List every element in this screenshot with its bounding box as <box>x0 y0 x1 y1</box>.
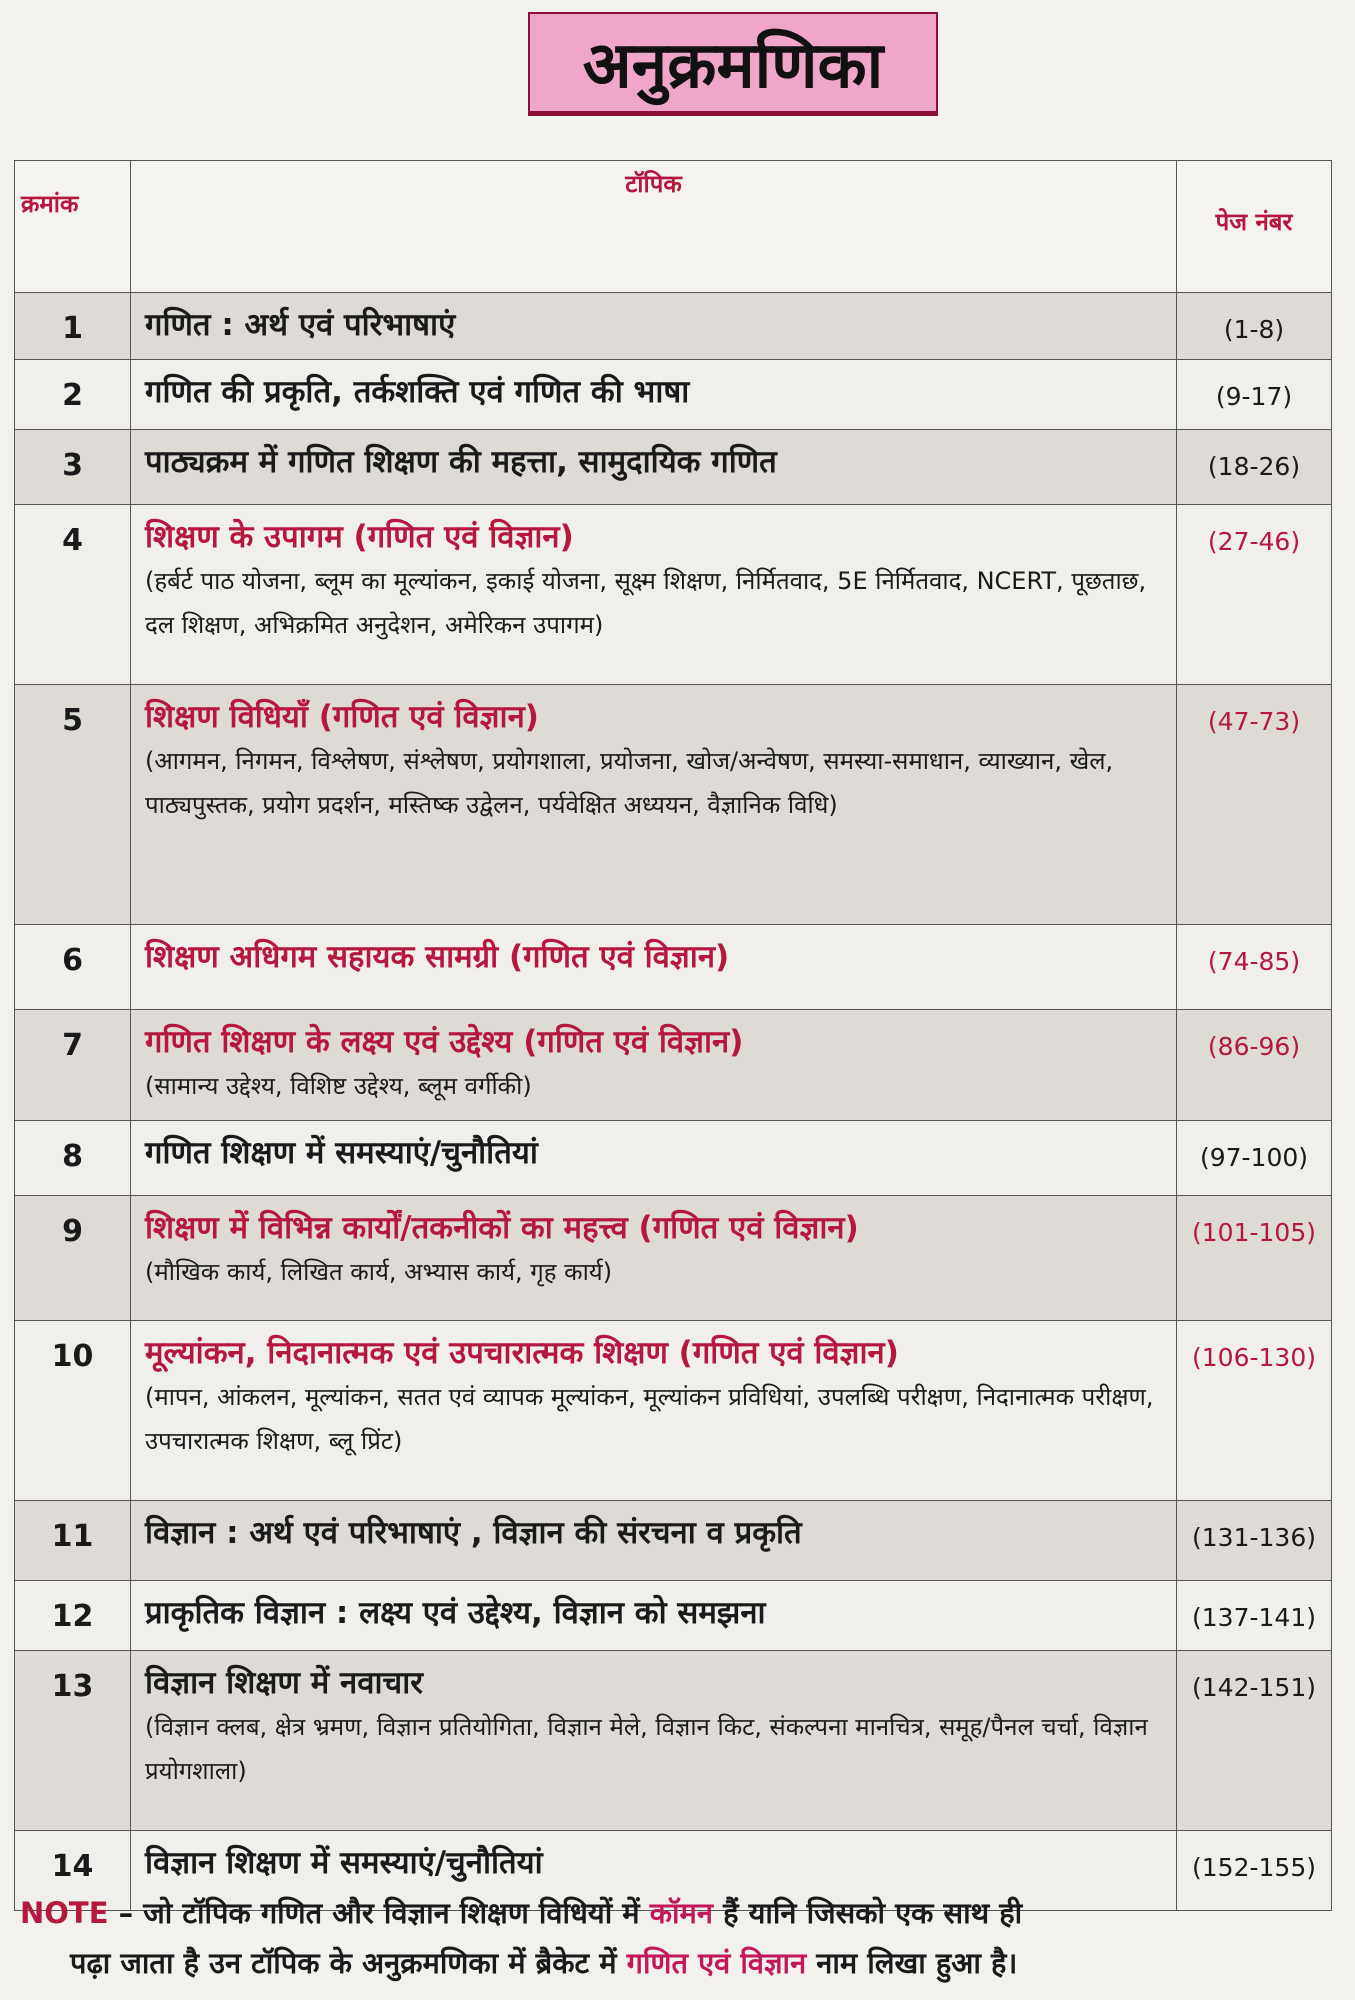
note-dash: – <box>108 1896 144 1930</box>
topic-title: मूल्यांकन, निदानात्मक एवं उपचारात्मक शिक्षण (गणित एवं विज्ञान) <box>145 1335 899 1371</box>
row-number: 5 <box>15 685 131 925</box>
header-topic: टॉपिक <box>131 161 1177 293</box>
table-row <box>15 1651 1332 1831</box>
table-row <box>15 1121 1332 1196</box>
note-text: पढ़ा जाता है उन टॉपिक के अनुक्रमणिका में ब्रैकेट में <box>70 1946 627 1980</box>
page-range: (18-26) <box>1177 430 1332 505</box>
topic-title: गणित शिक्षण में समस्याएं/चुनौतियां <box>145 1135 538 1171</box>
row-number: 6 <box>15 925 131 1010</box>
row-number: 2 <box>15 360 131 430</box>
table-row <box>15 1501 1332 1581</box>
note-common: कॉमन <box>649 1896 713 1930</box>
topic-title: गणित : अर्थ एवं परिभाषाएं <box>145 307 456 343</box>
row-number: 10 <box>15 1321 131 1501</box>
row-number: 11 <box>15 1501 131 1581</box>
row-topic <box>131 360 1177 430</box>
topic-title: विज्ञान : अर्थ एवं परिभाषाएं , विज्ञान की संरचना व प्रकृति <box>145 1515 802 1551</box>
row-number: 7 <box>15 1010 131 1121</box>
row-topic <box>131 505 1177 685</box>
table-row <box>15 1321 1332 1501</box>
page-range: (97-100) <box>1177 1121 1332 1196</box>
table-row <box>15 925 1332 1010</box>
row-number: 14 <box>15 1831 131 1911</box>
note-subjects: गणित एवं विज्ञान <box>626 1946 807 1980</box>
note-text: हैं यानि जिसको एक साथ ही <box>712 1896 1023 1930</box>
row-topic <box>131 1121 1177 1196</box>
row-number: 1 <box>15 293 131 360</box>
table-row <box>15 293 1332 360</box>
row-topic <box>131 293 1177 360</box>
row-topic <box>131 1651 1177 1831</box>
topic-subtopics: (सामान्य उद्देश्य, विशिष्ट उद्देश्य, ब्लूम वर्गीकी) <box>145 1072 532 1100</box>
page-range: (142-151) <box>1177 1651 1332 1831</box>
row-number: 13 <box>15 1651 131 1831</box>
row-number: 4 <box>15 505 131 685</box>
table-row <box>15 1196 1332 1321</box>
row-topic <box>131 1010 1177 1121</box>
page-range: (101-105) <box>1177 1196 1332 1321</box>
topic-subtopics: (विज्ञान क्लब, क्षेत्र भ्रमण, विज्ञान प्रतियोगिता, विज्ञान मेले, विज्ञान किट, संकल्पना मानचित्र, समूह/पैनल चर्चा, विज्ञान प्रयोगशाला) <box>145 1713 1148 1785</box>
header-serial: क्रमांक <box>15 161 131 293</box>
row-topic <box>131 430 1177 505</box>
page-range: (1-8) <box>1177 293 1332 360</box>
row-number: 12 <box>15 1581 131 1651</box>
topic-subtopics: (मौखिक कार्य, लिखित कार्य, अभ्यास कार्य, गृह कार्य) <box>145 1258 613 1286</box>
page-range: (86-96) <box>1177 1010 1332 1121</box>
page-range: (27-46) <box>1177 505 1332 685</box>
page-range: (74-85) <box>1177 925 1332 1010</box>
row-topic <box>131 685 1177 925</box>
row-number: 9 <box>15 1196 131 1321</box>
topic-title: प्राकृतिक विज्ञान : लक्ष्य एवं उद्देश्य, विज्ञान को समझना <box>145 1595 766 1631</box>
topic-title: विज्ञान शिक्षण में समस्याएं/चुनौतियां <box>145 1845 543 1881</box>
topic-title: शिक्षण अधिगम सहायक सामग्री (गणित एवं विज्ञान) <box>145 939 730 975</box>
contents-table <box>14 160 1332 1911</box>
topic-title: शिक्षण के उपागम (गणित एवं विज्ञान) <box>145 519 574 555</box>
row-number: 8 <box>15 1121 131 1196</box>
table-row <box>15 1581 1332 1651</box>
table-header <box>15 161 1332 293</box>
topic-subtopics: (आगमन, निगमन, विश्लेषण, संश्लेषण, प्रयोगशाला, प्रयोजना, खोज/अन्वेषण, समस्या-समाधान, व्याख्यान, खेल, पाठ्यपुस्तक, प्रयोग प्रदर्शन, मस्तिष्क उद्वेलन, पर्यवेक्षित अध्ययन, वैज्ञानिक विधि) <box>145 747 1114 819</box>
table-row <box>15 685 1332 925</box>
note <box>20 1888 1320 1988</box>
row-topic <box>131 1501 1177 1581</box>
topic-subtopics: (मापन, आंकलन, मूल्यांकन, सतत एवं व्यापक मूल्यांकन, मूल्यांकन प्रविधियां, उपलब्धि परीक्षण, निदानात्मक परीक्षण, उपचारात्मक शिक्षण, ब्लू प्रिंट) <box>145 1383 1154 1455</box>
page-range: (9-17) <box>1177 360 1332 430</box>
table-row <box>15 1010 1332 1121</box>
row-topic <box>131 1581 1177 1651</box>
page-range: (106-130) <box>1177 1321 1332 1501</box>
page-range: (152-155) <box>1177 1831 1332 1911</box>
topic-title: विज्ञान शिक्षण में नवाचार <box>145 1665 423 1701</box>
topic-title: शिक्षण में विभिन्न कार्यों/तकनीकों का महत्त्व (गणित एवं विज्ञान) <box>145 1210 859 1246</box>
page-range: (131-136) <box>1177 1501 1332 1581</box>
index-title: अनुक्रमणिका <box>582 29 884 103</box>
note-label: NOTE <box>20 1896 109 1930</box>
row-number: 3 <box>15 430 131 505</box>
page-range: (137-141) <box>1177 1581 1332 1651</box>
note-text: जो टॉपिक गणित और विज्ञान शिक्षण विधियों में <box>143 1896 650 1930</box>
table-row <box>15 505 1332 685</box>
table-row <box>15 360 1332 430</box>
topic-title: पाठ्यक्रम में गणित शिक्षण की महत्ता, सामुदायिक गणित <box>145 444 777 480</box>
page-range: (47-73) <box>1177 685 1332 925</box>
topic-title: गणित शिक्षण के लक्ष्य एवं उद्देश्य (गणित एवं विज्ञान) <box>145 1024 744 1060</box>
row-topic <box>131 1196 1177 1321</box>
row-topic <box>131 1321 1177 1501</box>
header-page: पेज नंबर <box>1177 161 1332 293</box>
topic-title: गणित की प्रकृति, तर्कशक्ति एवं गणित की भाषा <box>145 374 690 410</box>
table-row <box>15 430 1332 505</box>
topic-subtopics: (हर्बर्ट पाठ योजना, ब्लूम का मूल्यांकन, इकाई योजना, सूक्ष्म शिक्षण, निर्मितवाद, 5E निर्मितवाद, NCERT, पूछताछ, दल शिक्षण, अभिक्रमित अनुदेशन, अमेरिकन उपागम) <box>145 567 1147 639</box>
topic-title: शिक्षण विधियाँ (गणित एवं विज्ञान) <box>145 699 539 735</box>
note-text: नाम लिखा हुआ है। <box>806 1946 1018 1980</box>
row-topic <box>131 925 1177 1010</box>
index-title-box <box>528 12 938 116</box>
